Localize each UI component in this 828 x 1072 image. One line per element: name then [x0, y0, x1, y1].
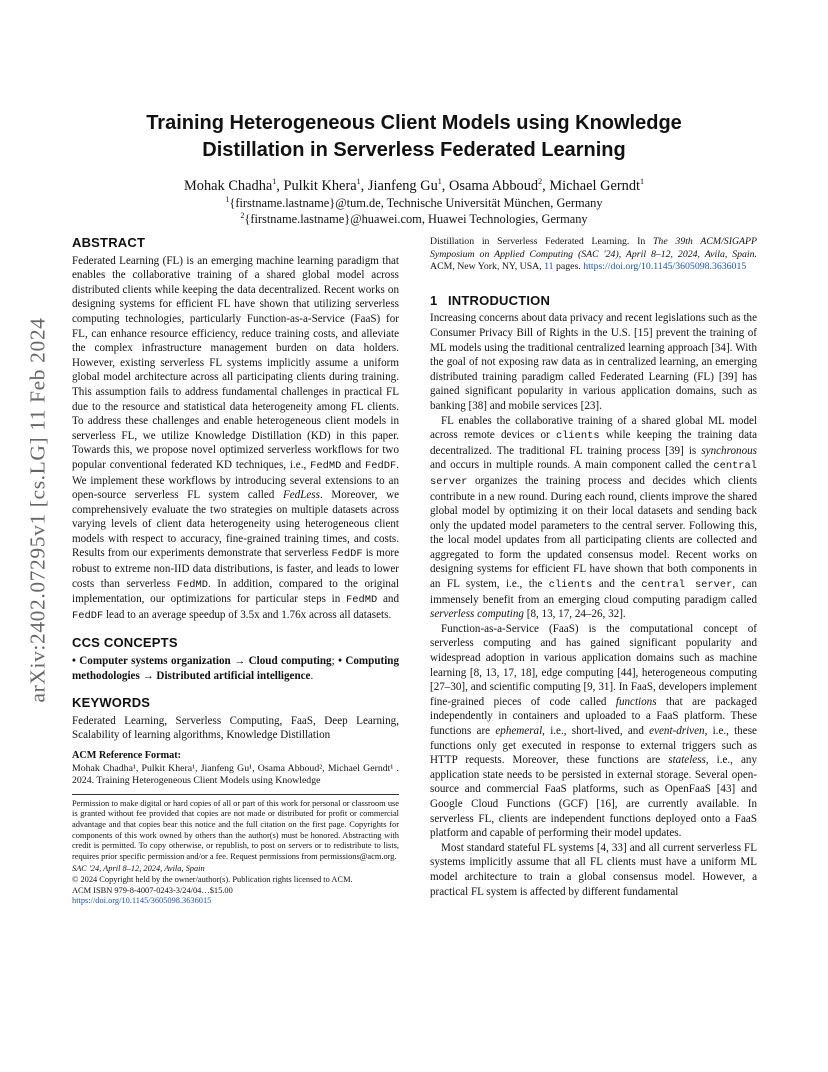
keywords-text: Federated Learning, Serverless Computing, FaaS, Deep Learning, Scalability of learning algorithms, Knowledge Distillation: [72, 714, 399, 742]
acm-doi-link[interactable]: https://doi.org/10.1145/3605098.3636015: [583, 261, 747, 273]
intro-paragraph-2: FL enables the collaborative training of a shared global ML model across remote devices or clients while keeping the training data decentralized. The traditional FL training process [39] is synchronous and occurs in multiple rounds. A main component called the central server organizes the training process and decides which clients contribute in a new round. During each round, clients improve the shared global model by optimizing it on their local datasets and sending back only the updated model parameters to the central server. Following this, the local model updates from all participating clients are collected and aggregated to form the updated consensus model. Recent works on designing systems for efficient FL have shown that both components in an FL system, i.e., the clients and the central server, can immensely benefit from an emerging cloud computing paradigm called serverless computing [8, 13, 17, 24–26, 32].: [430, 414, 758, 621]
abstract-heading: ABSTRACT: [72, 235, 146, 250]
keywords-heading: KEYWORDS: [72, 695, 151, 711]
acm-reference-continued: Distillation in Serverless Federated Learning. In The 39th ACM/SIGAPP Symposium on Applied Computing (SAC '24), April 8–12, 2024, Avila, Spain. ACM, New York, NY, USA, 11 pages. https://doi.org/10.1145/3605098.3636015: [430, 236, 757, 273]
intro-paragraph-1: Increasing concerns about data privacy and recent legislations such as the Consumer Privacy Bill of Rights in the U.S. [15] prevent the training of ML models using the traditional centralized learning approach [34]. With the goal of not exposing raw data as in centralized learning, an emerging distributed training paradigm called Federated Learning (FL) [39] has gained significant popularity in various application domains, such as banking [38] and mobile services [23].: [430, 312, 757, 412]
intro-paragraph-4: Most standard stateful FL systems [4, 33] and all current serverless FL systems implicitly assume that all FL clients must have a uniform ML model architecture to train a global consensus model. However, a practical FL system is affected by different fundamental: [430, 841, 757, 898]
permission-notice: Permission to make digital or hard copies of all or part of this work for personal or classroom use is granted without fee provided that copies are not made or distributed for profit or commercial advantage and that copies bear this notice and the full citation on the first page. Copyrights for components of this work owned by others than the author(s) must be honored. Abstracting with credit is permitted. To copy otherwise, or republish, to post on servers or to redistribute to lists, requires prior specific permission and/or a fee. Request permissions from permissions@acm.org.: [72, 798, 399, 861]
author-sup: 1: [640, 177, 645, 187]
author: Osama Abboud: [448, 178, 539, 194]
acm-reference: [72, 750, 399, 788]
right-column: [430, 236, 757, 899]
author-list: Mohak Chadha$^1$, Pulkit Khera$^1$, Jianfeng Gu$^1$, Osama Abboud$^2$, Michael Gerndt$^1$: [183, 177, 645, 194]
isbn-line: ACM ISBN 979-8-4007-0243-3/24/04…$15.00: [72, 885, 233, 895]
author-sup: 2: [538, 177, 543, 187]
conference-info: SAC '24, April 8–12, 2024, Avila, Spain: [72, 864, 205, 874]
intro-paragraph-3: Function-as-a-Service (FaaS) is the computational concept of serverless computing and has gained significant popularity and widespread adoption in various application domains such as machine learning [8, 13, 17, 18], edge computing [44], heterogeneous computing [27–30], and scientific computing [9, 31]. In FaaS, developers implement fine-grained pieces of code called functions that are packaged independently in containers and uploaded to a FaaS platform. These functions are ephemeral, i.e., short-lived, and event-driven, i.e., these functions only get executed in response to external triggers such as HTTP requests. Moreover, these functions are stateless, i.e., any application state needs to be persisted in external storage. Several open-source and commercial FaaS platforms, such as OpenFaaS [43] and Google Cloud Functions (GCF) [16], are currently available. In serverless FL, clients are independent functions deployed onto a FaaS platform and capable of performing their model updates.: [430, 622, 757, 840]
author: Jianfeng Gu: [367, 178, 438, 194]
arxiv-id: arXiv:2402.07295v1 [cs.LG] 11 Feb 2024: [25, 317, 50, 703]
affil-sup: 2: [240, 210, 245, 220]
title-line-1: Training Heterogeneous Client Models using Knowledge: [146, 112, 682, 134]
left-column: [72, 236, 399, 907]
affiliation-2: [80, 211, 748, 227]
author-sup: 1: [437, 177, 442, 187]
ccs-text: • Computer systems organization → Cloud computing; • Computing methodologies → Distributed artificial intelligence.: [72, 655, 400, 682]
acm-reference-text: Mohak Chadha¹, Pulkit Khera¹, Jianfeng Gu¹, Osama Abboud², Michael Gerndt¹ . 2024. Training Heterogeneous Client Models using Knowledge: [72, 762, 399, 787]
footnote-rule: [72, 794, 399, 795]
arxiv-sidebar: [8, 280, 68, 740]
affil-text: {firstname.lastname}@tum.de, Technische Universität München, Germany: [229, 196, 603, 210]
paper-title: [80, 110, 748, 164]
title-line-2: Distillation in Serverless Federated Learning: [202, 139, 626, 161]
affil-text: {firstname.lastname}@huawei.com, Huawei Technologies, Germany: [244, 212, 588, 226]
author: Pulkit Khera: [283, 178, 357, 194]
intro-heading: 1 INTRODUCTION: [430, 292, 551, 308]
pages-link[interactable]: 11: [544, 261, 554, 273]
author-sup: 1: [272, 177, 277, 187]
acm-reference-heading: ACM Reference Format:: [72, 750, 181, 761]
author: Michael Gerndt: [549, 178, 641, 194]
author: Mohak Chadha: [183, 178, 273, 194]
copyright-line: © 2024 Copyright held by the owner/author(s). Publication rights licensed to ACM.: [72, 874, 353, 884]
affil-sup: 1: [225, 194, 230, 204]
affiliation-1: [80, 195, 748, 211]
abstract-text: Federated Learning (FL) is an emerging machine learning paradigm that enables the collaborative training of a shared global model across distributed clients while keeping the data decentralized. Recent works on designing systems for efficient FL have shown that utilizing serverless computing technologies, particularly Function-as-a-Service (FaaS) for FL, can enhance resource efficiency, reduce training costs, and alleviate the complex infrastructure management burden on data holders. However, existing serverless FL systems implicitly assume a uniform global model architecture across all participating clients during training. This assumption fails to address fundamental challenges in practical FL due to the resource and statistical data heterogeneity among FL clients. To address these challenges and enable heterogeneous client models in serverless FL, we utilize Knowledge Distillation (KD) in this paper. Towards this, we propose novel optimized serverless workflows for two popular conventional federated KD techniques, i.e., FedMD and FedDF. We implement these workflows by introducing several extensions to an open-source serverless FL system called FedLess. Moreover, we comprehensively evaluate the two strategies on multiple datasets across varying levels of client data heterogeneity using heterogeneous client models with respect to accuracy, fine-grained training times, and costs. Results from our experiments demonstrate that serverless FedDF is more robust to extreme non-IID data distributions, is faster, and leads to lower costs than serverless FedMD. In addition, compared to the original implementation, our optimizations for particular steps in FedMD and FedDF lead to an average speedup of 3.5x and 1.76x across all datasets.: [72, 254, 400, 622]
author-sup: 1: [356, 177, 361, 187]
ccs-heading: CCS CONCEPTS: [72, 635, 178, 651]
doi-link[interactable]: https://doi.org/10.1145/3605098.3636015: [72, 896, 212, 906]
